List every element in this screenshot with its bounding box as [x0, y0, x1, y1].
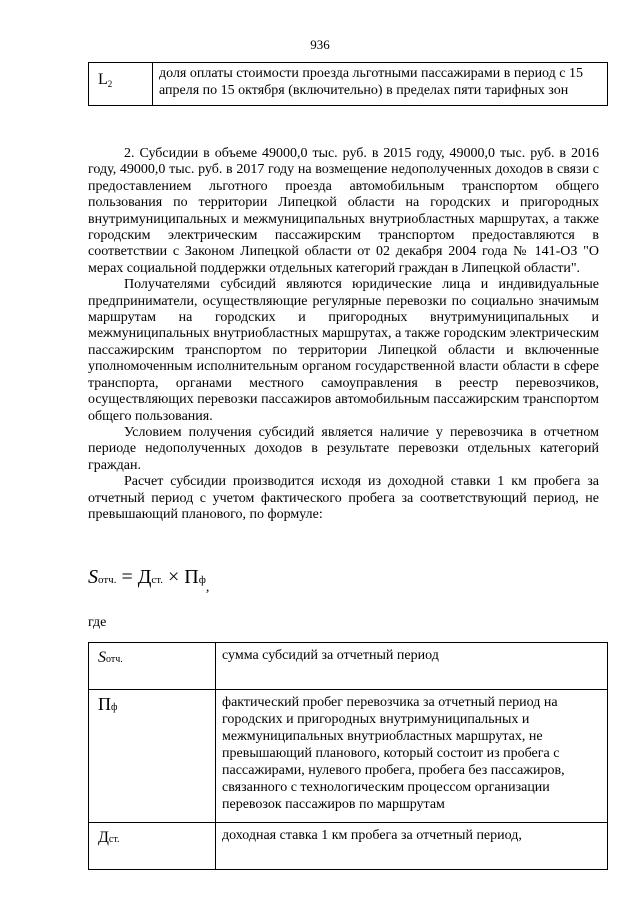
formula-times: ×: [163, 566, 185, 588]
symbol-cell: [89, 690, 216, 823]
symbol: П: [98, 694, 111, 714]
table-row: [89, 643, 608, 690]
where-label: где: [88, 615, 107, 630]
coefficient-table: [88, 62, 608, 106]
formula-s: S: [88, 566, 98, 588]
symbol-subscript: ф: [111, 702, 118, 713]
table-row: [89, 823, 608, 870]
paragraph: Получателями субсидий являются юридические лица и индивидуальные предприниматели, осуществляющие регулярные перевозки по социально значимым маршрутам на городских и пригородных внутримуниципальных и межмуниципальных внутриобластных маршрутах, а также городским электрическим пассажирским транспортом по территории Липецкой области и включенные уполномоченным исполнительным органом государственной власти области в сфере транспорта, органами местного самоуправления в реестр перевозчиков, осуществляющих перевозки пассажиров автомобильным пассажирским транспортом общего пользования.: [88, 277, 599, 424]
subsidy-formula: [88, 566, 209, 596]
formula-comma: ,: [205, 580, 210, 595]
formula-p-sub: ф: [198, 574, 206, 586]
symbol-cell: [89, 823, 216, 870]
formula-equals: =: [116, 566, 138, 588]
symbol: L: [98, 71, 108, 88]
definitions-table: [88, 642, 608, 870]
symbol: S: [98, 649, 106, 666]
table-row: [89, 690, 608, 823]
symbol-subscript: 2: [107, 79, 113, 89]
formula-s-sub: отч.: [98, 574, 117, 586]
table-row: [89, 63, 608, 106]
description-cell: фактический пробег перевозчика за отчетный период на городских и пригородных внутримуниципальных и межмуниципальных внутриобластных маршрутах, не превышающий планового, который состоит из пробега с пассажирами, нулевого пробега, пробега без пассажиров, связанного с технологическим процессом организации перевозок пассажиров по маршрутам: [216, 690, 608, 823]
formula-d: Д: [137, 566, 152, 588]
formula-d-sub: ст.: [151, 574, 164, 586]
description-cell: доходная ставка 1 км пробега за отчетный период,: [216, 823, 608, 870]
formula-p: П: [184, 566, 199, 588]
paragraph: Условием получения субсидий является наличие у перевозчика в отчетном периоде недополученных доходов в результате перевозки отдельных категорий граждан.: [88, 424, 599, 473]
symbol-cell: [89, 63, 153, 106]
symbol-cell: [89, 643, 216, 690]
paragraph: 2. Субсидии в объеме 49000,0 тыс. руб. в 2015 году, 49000,0 тыс. руб. в 2016 году, 49000,0 тыс. руб. в 2017 году на возмещение недополученных доходов в связи с предоставлением льготного проезда автомобильным транспортом общего пользования по территории Липецкой области на городских и пригородных внутримуниципальных и межмуниципальных внутриобластных маршрутах, а также городским электрическим пассажирским транспортом предоставляются в соответствии с Законом Липецкой области от 02 декабря 2004 года № 141-ОЗ "О мерах социальной поддержки отдельных категорий граждан в Липецкой области".: [88, 146, 599, 276]
symbol-subscript: отч.: [106, 654, 123, 665]
description-cell: доля оплаты стоимости проезда льготными пассажирами в период с 15 апреля по 15 октября (включительно) в пределах пяти тарифных зон: [153, 63, 608, 106]
body-text: [88, 146, 599, 523]
page-number: 936: [310, 37, 330, 52]
description-cell: сумма субсидий за отчетный период: [216, 643, 608, 690]
symbol-subscript: ст.: [108, 834, 120, 845]
symbol: Д: [98, 829, 109, 846]
paragraph: Расчет субсидии производится исходя из доходной ставки 1 км пробега за отчетный период с учетом фактического пробега за соответствующий период, не превышающий планового, по формуле:: [88, 474, 599, 522]
